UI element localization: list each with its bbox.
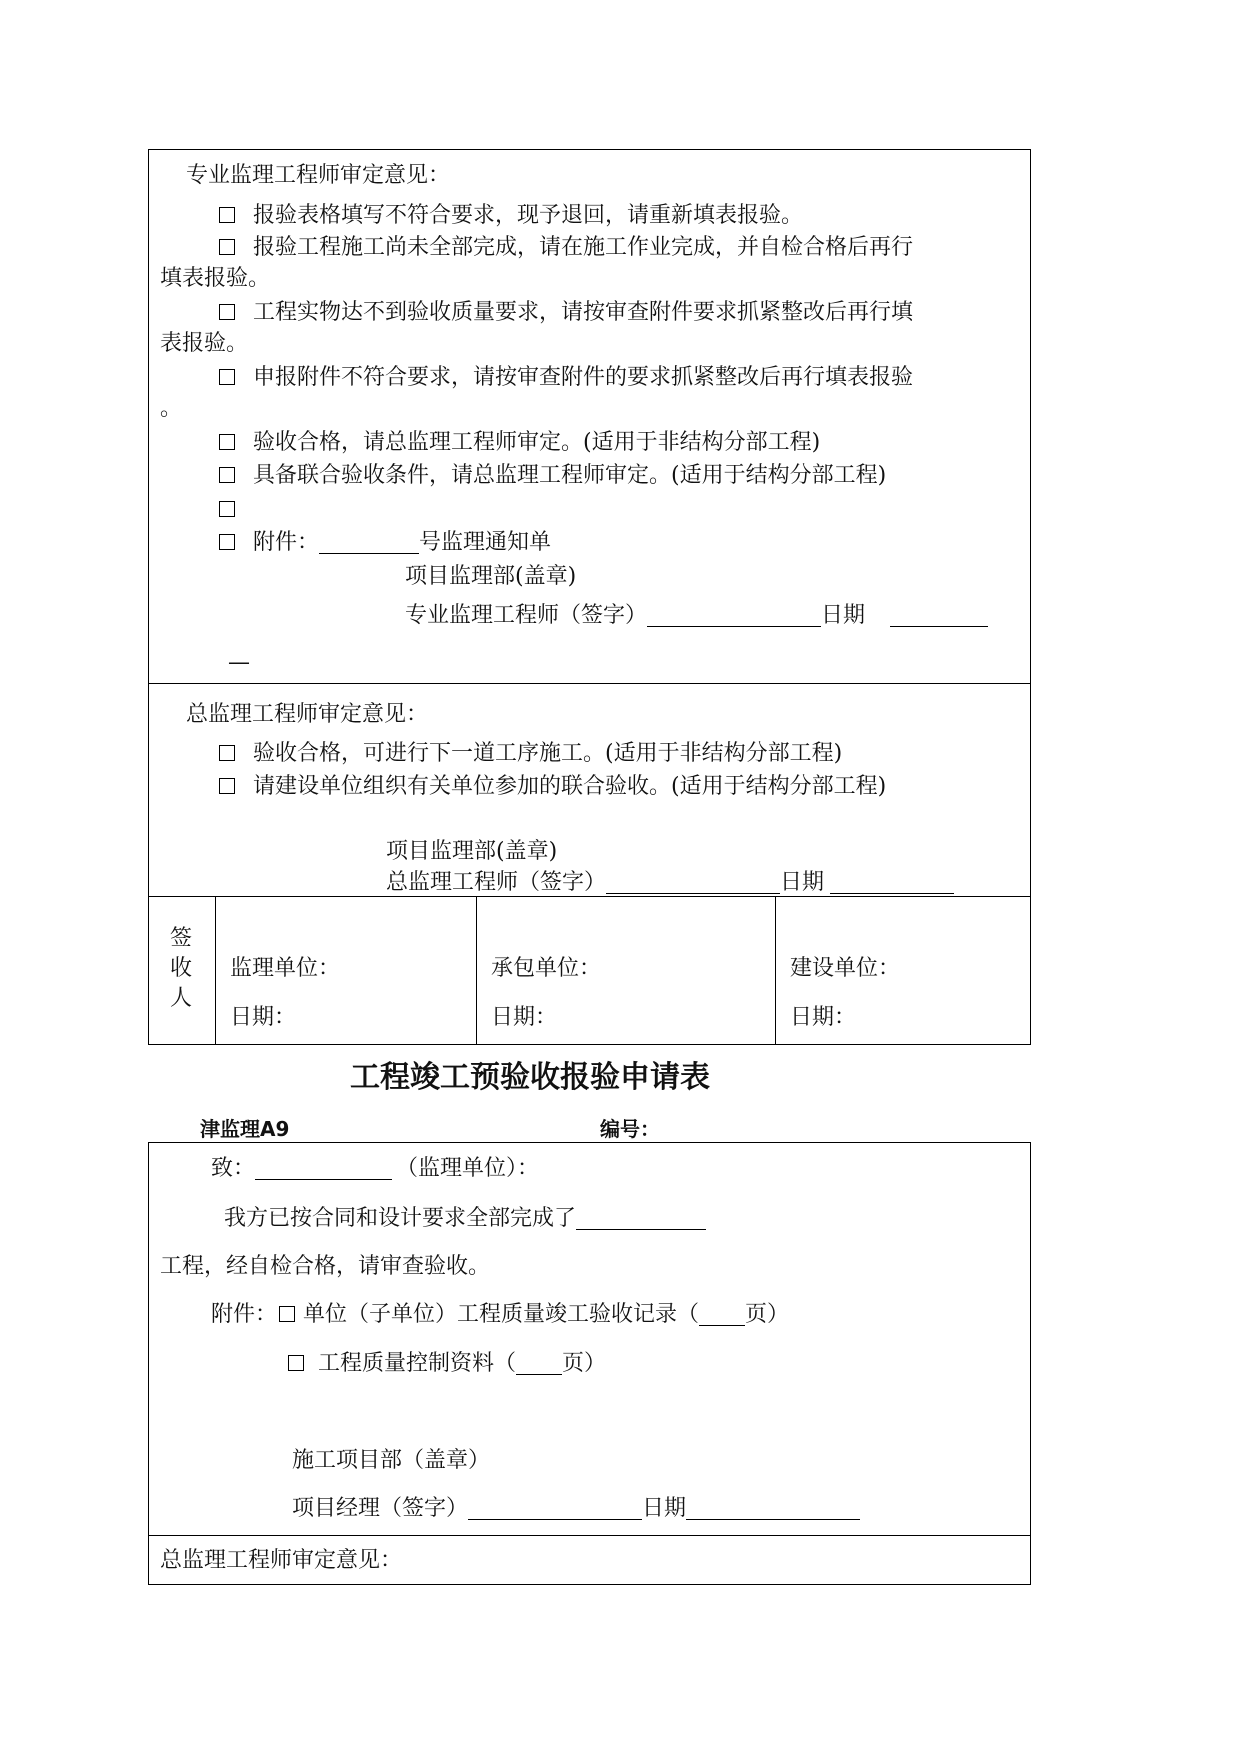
checkbox[interactable] [219, 778, 235, 794]
manager-signature-label: 项目经理（签字） [292, 1496, 469, 1521]
option-text: 验收合格，可进行下一道工序施工。(适用于非结构分部工程) [253, 741, 843, 766]
option-text-cont: 填表报验。 [160, 266, 271, 291]
divider [148, 683, 1031, 684]
option-text: 请建设单位组织有关单位参加的联合验收。(适用于结构分部工程) [253, 774, 887, 799]
form-title: 工程竣工预验收报验申请表 [350, 1060, 710, 1095]
checkbox[interactable] [219, 434, 235, 450]
divider [215, 896, 216, 1045]
date-field[interactable] [890, 625, 988, 627]
supervisor-date-label: 日期： [230, 1005, 297, 1030]
checkbox[interactable] [219, 369, 235, 385]
checkbox[interactable] [279, 1306, 295, 1322]
body-line1: 我方已按合同和设计要求全部完成了 [224, 1206, 577, 1231]
option-row [219, 432, 820, 454]
checkbox[interactable] [288, 1355, 304, 1371]
signature-label: 总监理工程师（签字） [386, 870, 607, 895]
attachment-row [288, 1353, 606, 1375]
supervisor-unit-field[interactable] [255, 1178, 392, 1180]
receiver-label-char: 收 [170, 956, 193, 981]
signature-field[interactable] [468, 1518, 642, 1520]
date-label: 日期 [780, 870, 825, 895]
checkbox[interactable] [219, 207, 235, 223]
attachment-label: 附件： [253, 530, 320, 555]
review-table [148, 149, 1031, 1045]
option-text: 申报附件不符合要求，请按审查附件的要求抓紧整改后再行填表报验 [253, 365, 914, 390]
option-row [219, 776, 886, 798]
checkbox[interactable] [219, 745, 235, 761]
date-field[interactable] [686, 1518, 860, 1520]
signature-row [405, 605, 988, 627]
seal-label: 项目监理部(盖章) [405, 564, 577, 589]
chief-review-heading: 总监理工程师审定意见： [160, 1548, 403, 1573]
option-row [219, 465, 886, 487]
option-row [219, 743, 842, 765]
option-row [219, 205, 803, 227]
option-row [219, 532, 551, 554]
checkbox[interactable] [219, 239, 235, 255]
form-number-label: 编号： [600, 1117, 660, 1141]
option-text: 验收合格，请总监理工程师审定。(适用于非结构分部工程) [253, 430, 821, 455]
form-code: 津监理A9 [200, 1117, 290, 1141]
signature-label: 专业监理工程师（签字） [405, 603, 648, 628]
owner-unit-label: 建设单位： [790, 956, 901, 981]
attachment1-prefix: 单位（子单位）工程质量竣工验收记录（ [303, 1302, 700, 1327]
divider [148, 896, 1031, 897]
contractor-date-label: 日期： [491, 1005, 558, 1030]
option-text: 具备联合验收条件，请总监理工程师审定。(适用于结构分部工程) [253, 463, 887, 488]
signature-row [386, 872, 954, 894]
checkbox[interactable] [219, 304, 235, 320]
project-name-field[interactable] [576, 1228, 706, 1230]
body-line2: 工程，经自检合格，请审查验收。 [160, 1254, 491, 1279]
checkbox[interactable] [219, 534, 235, 550]
divider [476, 896, 477, 1045]
divider [775, 896, 776, 1045]
option-row [219, 302, 913, 324]
attachment-row [211, 1304, 789, 1326]
checkbox[interactable] [219, 501, 235, 517]
attachment1-suffix: 页） [745, 1302, 790, 1327]
signature-row [292, 1498, 860, 1520]
seal-label: 施工项目部（盖章） [292, 1448, 491, 1473]
signature-field[interactable] [647, 625, 821, 627]
date-label: 日期 [821, 603, 866, 628]
divider [148, 1535, 1031, 1536]
body-row [224, 1208, 706, 1230]
page-count-field[interactable] [699, 1324, 745, 1326]
specialist-review-heading: 专业监理工程师审定意见： [186, 163, 451, 188]
to-prefix: 致： [211, 1156, 256, 1181]
option-text: 报验工程施工尚未全部完成，请在施工作业完成，并自检合格后再行 [253, 235, 914, 260]
page-count-field[interactable] [516, 1373, 562, 1375]
signature-field[interactable] [606, 892, 780, 894]
dash-mark: — [228, 650, 250, 675]
attachment2-suffix: 页） [562, 1351, 607, 1376]
checkbox[interactable] [219, 467, 235, 483]
option-text: 报验表格填写不符合要求，现予退回，请重新填表报验。 [253, 203, 804, 228]
attachment-label: 附件： [211, 1302, 278, 1327]
receiver-label-char: 人 [170, 986, 193, 1011]
receiver-label-char: 签 [170, 926, 193, 951]
date-label: 日期 [642, 1496, 687, 1521]
option-text: 工程实物达不到验收质量要求，请按审查附件要求抓紧整改后再行填 [253, 300, 914, 325]
option-text-cont: 。 [160, 396, 183, 421]
option-row [219, 367, 913, 389]
contractor-unit-label: 承包单位： [491, 956, 602, 981]
option-row [219, 499, 253, 521]
addressee-row [211, 1158, 539, 1180]
notice-number-field[interactable] [319, 552, 419, 554]
supervisor-unit-label: 监理单位： [230, 956, 341, 981]
date-field[interactable] [830, 892, 954, 894]
attachment2-prefix: 工程质量控制资料（ [318, 1351, 517, 1376]
seal-label: 项目监理部(盖章) [386, 839, 558, 864]
to-suffix: （监理单位）： [396, 1156, 540, 1181]
option-row [219, 237, 913, 259]
chief-review-heading: 总监理工程师审定意见： [186, 702, 429, 727]
option-text-cont: 表报验。 [160, 331, 249, 356]
owner-date-label: 日期： [790, 1005, 857, 1030]
attachment-suffix: 号监理通知单 [419, 530, 552, 555]
